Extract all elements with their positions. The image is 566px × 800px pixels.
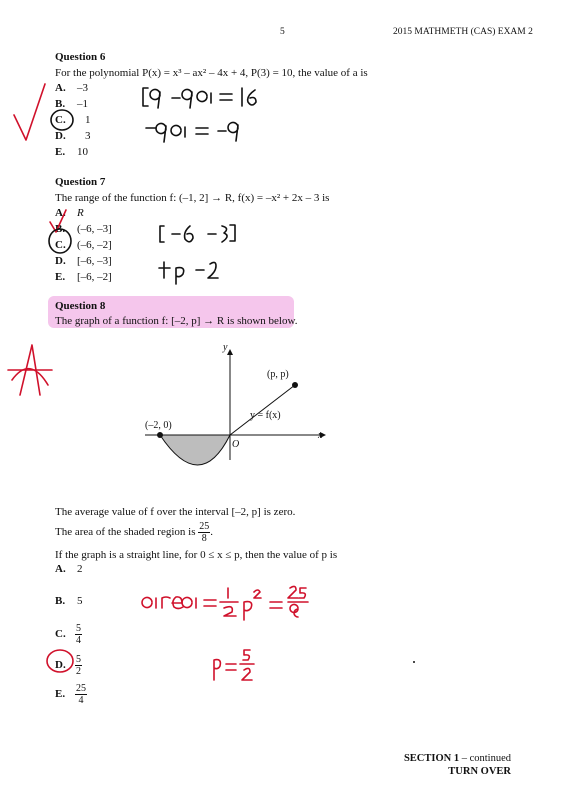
q7-option-d[interactable]: D. [–6, –3] <box>55 255 112 267</box>
footer-section: SECTION 1 – continued <box>403 753 511 764</box>
q8-handwriting-line1 <box>142 586 308 620</box>
footer-turn-over: TURN OVER <box>448 766 511 777</box>
page-number: 5 <box>280 27 285 37</box>
q8-option-b[interactable]: B. 5 <box>55 595 83 607</box>
q6-option-c[interactable]: C. 1 <box>55 114 91 126</box>
origin-label: O <box>232 439 240 450</box>
area-fraction: $\frac{25}{8}$ <box>199 521 210 544</box>
x-axis-label: x <box>318 430 323 441</box>
q8-handwriting-line2 <box>214 650 254 680</box>
q6-option-a[interactable]: A. –3 <box>55 82 88 94</box>
stray-dot <box>413 661 415 663</box>
q6-answer-circle <box>51 110 73 130</box>
q8-red-mark <box>8 345 52 395</box>
exam-title: 2015 MATHMETH (CAS) EXAM 2 <box>393 27 533 37</box>
q8-answer-circle <box>47 650 73 672</box>
q8-option-e[interactable]: E. $\frac{25}{4}$ <box>55 683 86 706</box>
q8-text3: If the graph is a straight line, for 0 ≤ x ≤ p, then the value of p is <box>55 549 338 561</box>
q7-handwriting-line2 <box>159 262 218 284</box>
q6-option-b[interactable]: B. –1 <box>55 98 88 110</box>
y-axis-label: y <box>223 342 228 353</box>
curve-label: y = f(x) <box>250 410 281 421</box>
q6-title: Question 6 <box>55 51 106 63</box>
q7-option-e[interactable]: E. [–6, –2] <box>55 271 112 283</box>
q6-handwriting-line1 <box>143 88 256 108</box>
q8-prompt: The graph of a function f: [–2, p] → R is shown below. <box>55 315 298 327</box>
q6-red-check <box>14 84 45 140</box>
q8-text1: The average value of f over the interval [–2, p] is zero. <box>55 506 296 518</box>
q8-option-a[interactable]: A. 2 <box>55 563 83 575</box>
q7-answer-circle <box>49 229 71 253</box>
q6-option-e[interactable]: E. 10 <box>55 146 88 158</box>
point-right-label: (p, p) <box>267 369 289 380</box>
q7-option-b[interactable]: B. (–6, –3] <box>55 223 112 235</box>
q7-handwriting-line1 <box>160 225 235 242</box>
q6-prompt: For the polynomial P(x) = x³ – ax² – 4x + 4, P(3) = 10, the value of a is <box>55 67 368 79</box>
q6-option-d[interactable]: D. 3 <box>55 130 91 142</box>
q8-option-c[interactable]: C. $\frac{5}{4}$ <box>55 623 81 646</box>
q6-handwriting-line2 <box>146 123 238 143</box>
q7-option-a[interactable]: A. R <box>55 207 84 219</box>
q7-title: Question 7 <box>55 176 106 188</box>
point-left-label: (–2, 0) <box>145 420 172 431</box>
q7-option-c[interactable]: C. (–6, –2] <box>55 239 112 251</box>
q7-prompt: The range of the function f: (–1, 2] → R, f(x) = –x² + 2x – 3 is <box>55 192 330 204</box>
q8-title: Question 8 <box>55 300 106 312</box>
q8-option-d[interactable]: D. $\frac{5}{2}$ <box>55 654 81 677</box>
q8-text2: The area of the shaded region is $\frac{25}{8}$ . <box>55 521 213 544</box>
